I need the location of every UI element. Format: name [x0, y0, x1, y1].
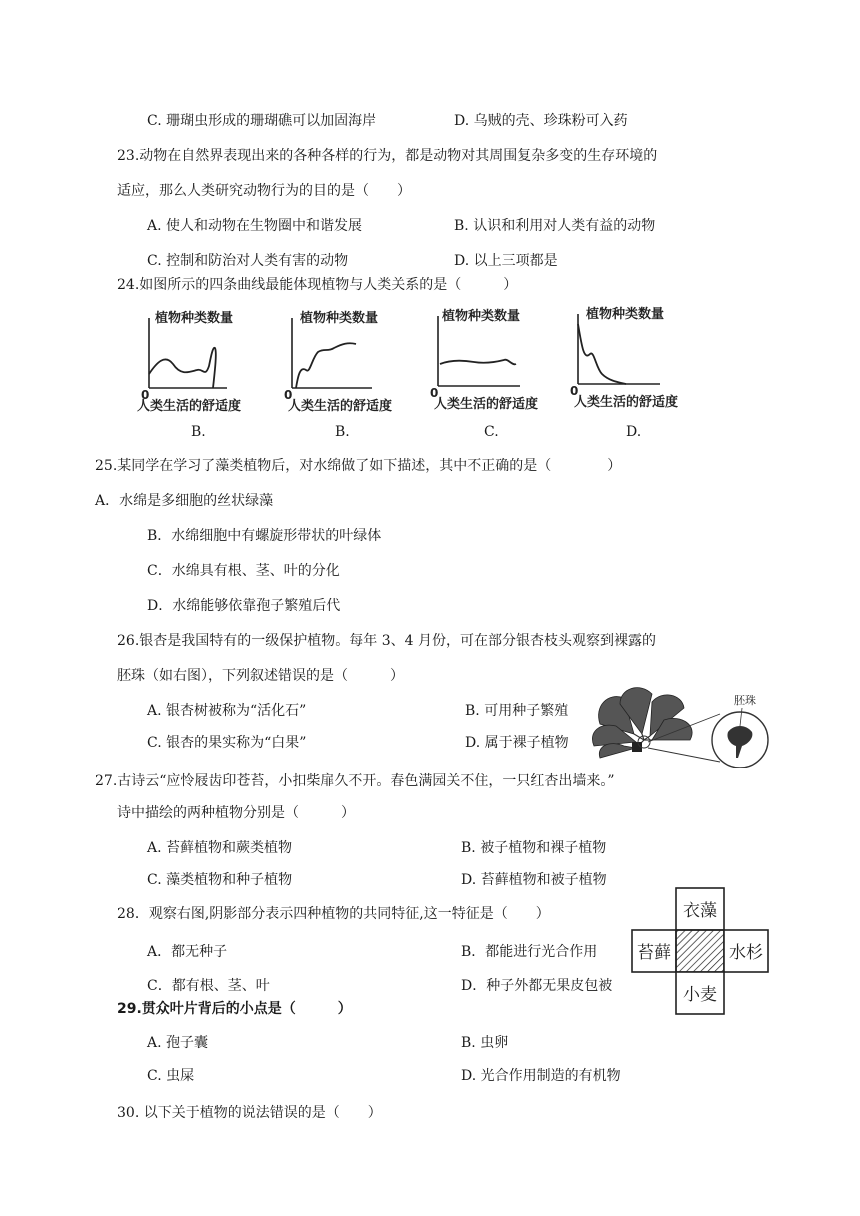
q29-option-b: B. 虫卵	[461, 1035, 509, 1051]
q25-stem: 25.某同学在学习了藻类植物后，对水绵做了如下描述，其中不正确的是（ ）	[95, 458, 622, 474]
q23-stem-line2: 适应，那么人类研究动物行为的目的是（ ）	[117, 183, 411, 199]
q24-graph-1-curve	[149, 348, 216, 388]
q23-option-c: C. 控制和防治对人类有害的动物	[147, 253, 349, 269]
q24-graph-4-curve	[578, 324, 626, 384]
q25-option-c: C．水绵具有根、茎、叶的分化	[147, 563, 340, 579]
q24-label-4: D.	[626, 424, 642, 440]
q24-graph-2	[282, 306, 422, 414]
q26-stem-line1: 26.银杏是我国特有的一级保护植物。每年 3、4 月份，可在部分银杏枝头观察到裸露的	[117, 633, 656, 649]
q27-stem-line2: 诗中描绘的两种植物分别是（ ）	[117, 805, 355, 821]
q27-option-c: C. 藻类植物和种子植物	[147, 872, 293, 888]
q24-graph-1-origin: 0	[141, 388, 150, 402]
q24-graph-2-xlabel: 人类生活的舒适度	[288, 399, 393, 414]
q26-option-c: C. 银杏的果实称为“白果”	[147, 735, 307, 751]
q24-stem: 24.如图所示的四条曲线最能体现植物与人类关系的是（ ）	[117, 277, 518, 293]
q29-option-a: A. 孢子囊	[147, 1035, 209, 1051]
q29-option-d: D. 光合作用制造的有机物	[461, 1068, 621, 1084]
q24-graph-4	[568, 304, 708, 412]
q28-option-c: C．都有根、茎、叶	[147, 978, 270, 994]
q23-option-b: B. 认识和利用对人类有益的动物	[454, 218, 656, 234]
q27-stem-line1: 27.古诗云“应怜屐齿印苍苔，小扣柴扉久不开。春色满园关不住，一只红杏出墙来。”	[95, 773, 615, 789]
q27-option-b: B. 被子植物和裸子植物	[461, 840, 607, 856]
q24-label-2: B.	[335, 424, 350, 440]
q28-option-d: D．种子外都无果皮包被	[461, 978, 613, 994]
q24-graph-2-origin: 0	[284, 388, 293, 402]
q28-option-b: B．都能进行光合作用	[461, 944, 598, 960]
q26-option-d: D. 属于裸子植物	[465, 735, 569, 751]
q24-graph-3-curve	[440, 360, 516, 365]
ovule-label: 胚珠	[734, 694, 756, 707]
q24-graph-4-ylabel: 植物种类数量	[586, 307, 665, 322]
q28-option-a: A．都无种子	[147, 944, 228, 960]
q27-option-d: D. 苔藓植物和被子植物	[461, 872, 607, 888]
q26-stem-line2: 胚珠（如右图），下列叙述错误的是（ ）	[117, 668, 404, 684]
q23-option-d: D. 以上三项都是	[454, 253, 558, 269]
q27-option-a: A. 苔藓植物和蕨类植物	[147, 840, 293, 856]
q30-stem: 30. 以下关于植物的说法错误的是（ ）	[117, 1105, 382, 1121]
q25-option-d: D．水绵能够依靠孢子繁殖后代	[147, 598, 341, 614]
q24-label-1: B.	[191, 424, 206, 440]
q24-graph-2-ylabel: 植物种类数量	[300, 311, 379, 326]
diagram-top-label: 衣藻	[683, 901, 717, 921]
q26-option-b: B. 可用种子繁殖	[465, 703, 569, 719]
q24-graph-1	[135, 306, 275, 414]
q24-graph-3-ylabel: 植物种类数量	[442, 309, 521, 324]
q24-graph-3	[428, 306, 568, 414]
q24-graph-4-origin: 0	[570, 384, 579, 398]
diagram-left-label: 苔藓	[637, 943, 671, 963]
q22-option-d: D. 乌贼的壳、珍珠粉可入药	[454, 113, 628, 129]
q29-option-c: C. 虫屎	[147, 1068, 195, 1084]
q24-graph-1-ylabel: 植物种类数量	[155, 311, 234, 326]
q24-graph-1-xlabel: 人类生活的舒适度	[137, 399, 242, 414]
diagram-bottom-label: 小麦	[683, 985, 717, 1005]
q24-graph-3-origin: 0	[430, 386, 439, 400]
q24-graph-4-xlabel: 人类生活的舒适度	[574, 395, 679, 410]
q23-stem-line1: 23.动物在自然界表现出来的各种各样的行为，都是动物对其周围复杂多变的生存环境的	[117, 148, 658, 164]
q26-option-a: A. 银杏树被称为“活化石”	[147, 703, 307, 719]
q24-label-3: C.	[484, 424, 499, 440]
q25-option-a: A．水绵是多细胞的丝状绿藻	[95, 493, 274, 509]
q28-stem: 28．观察右图,阴影部分表示四种植物的共同特征,这一特征是（ ）	[117, 906, 550, 922]
q22-option-c: C. 珊瑚虫形成的珊瑚礁可以加固海岸	[147, 113, 377, 129]
q29-stem: 29.贯众叶片背后的小点是（ ）	[117, 1001, 352, 1017]
ginkgo-figure	[590, 684, 776, 768]
q24-graph-2-curve	[296, 343, 356, 388]
q25-option-b: B．水绵细胞中有螺旋形带状的叶绿体	[147, 528, 382, 544]
q23-option-a: A. 使人和动物在生物圈中和谐发展	[147, 218, 363, 234]
diagram-right-label: 水杉	[729, 943, 763, 963]
q24-graph-3-xlabel: 人类生活的舒适度	[434, 397, 539, 412]
plant-cross-diagram	[630, 886, 770, 1018]
